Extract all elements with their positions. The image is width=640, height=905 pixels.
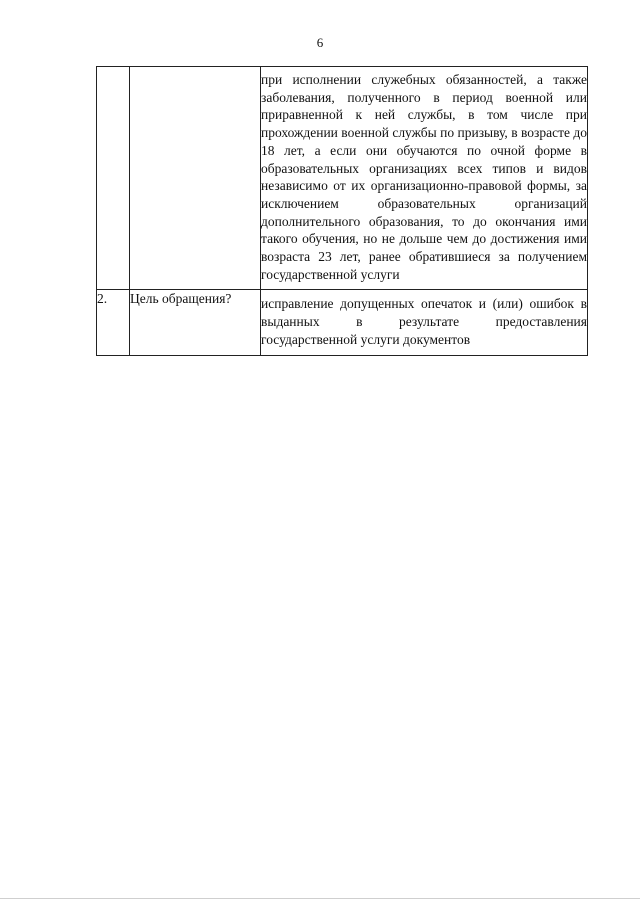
table-row xyxy=(97,67,588,290)
table-row xyxy=(97,290,588,355)
info-table xyxy=(96,66,588,356)
row-number-cell: 2. xyxy=(97,290,130,355)
page-number: 6 xyxy=(316,35,324,50)
question-cell xyxy=(130,67,261,290)
answer-cell: при исполнении служебных обязанностей, а также заболевания, полученного в период военной или приравненной к ней службы, в том числе при прохождении военной службы по призыву, в возрасте до 18 лет, а если они обучаются по очной форме в образовательных организациях всех типов и видов независимо от их организационно-правовой формы, за исключением образовательных организаций дополнительного образования, то до окончания ими такого обучения, но не дольше чем до достижения ими возраста 23 лет, ранее обратившиеся за получением государственной услуги xyxy=(261,67,588,290)
row-number-cell xyxy=(97,67,130,290)
question-cell: Цель обращения? xyxy=(130,290,261,355)
scan-edge-line xyxy=(0,898,640,899)
answer-cell: исправление допущенных опечаток и (или) ошибок в выданных в результате предоставления государственной услуги документов xyxy=(261,290,588,355)
